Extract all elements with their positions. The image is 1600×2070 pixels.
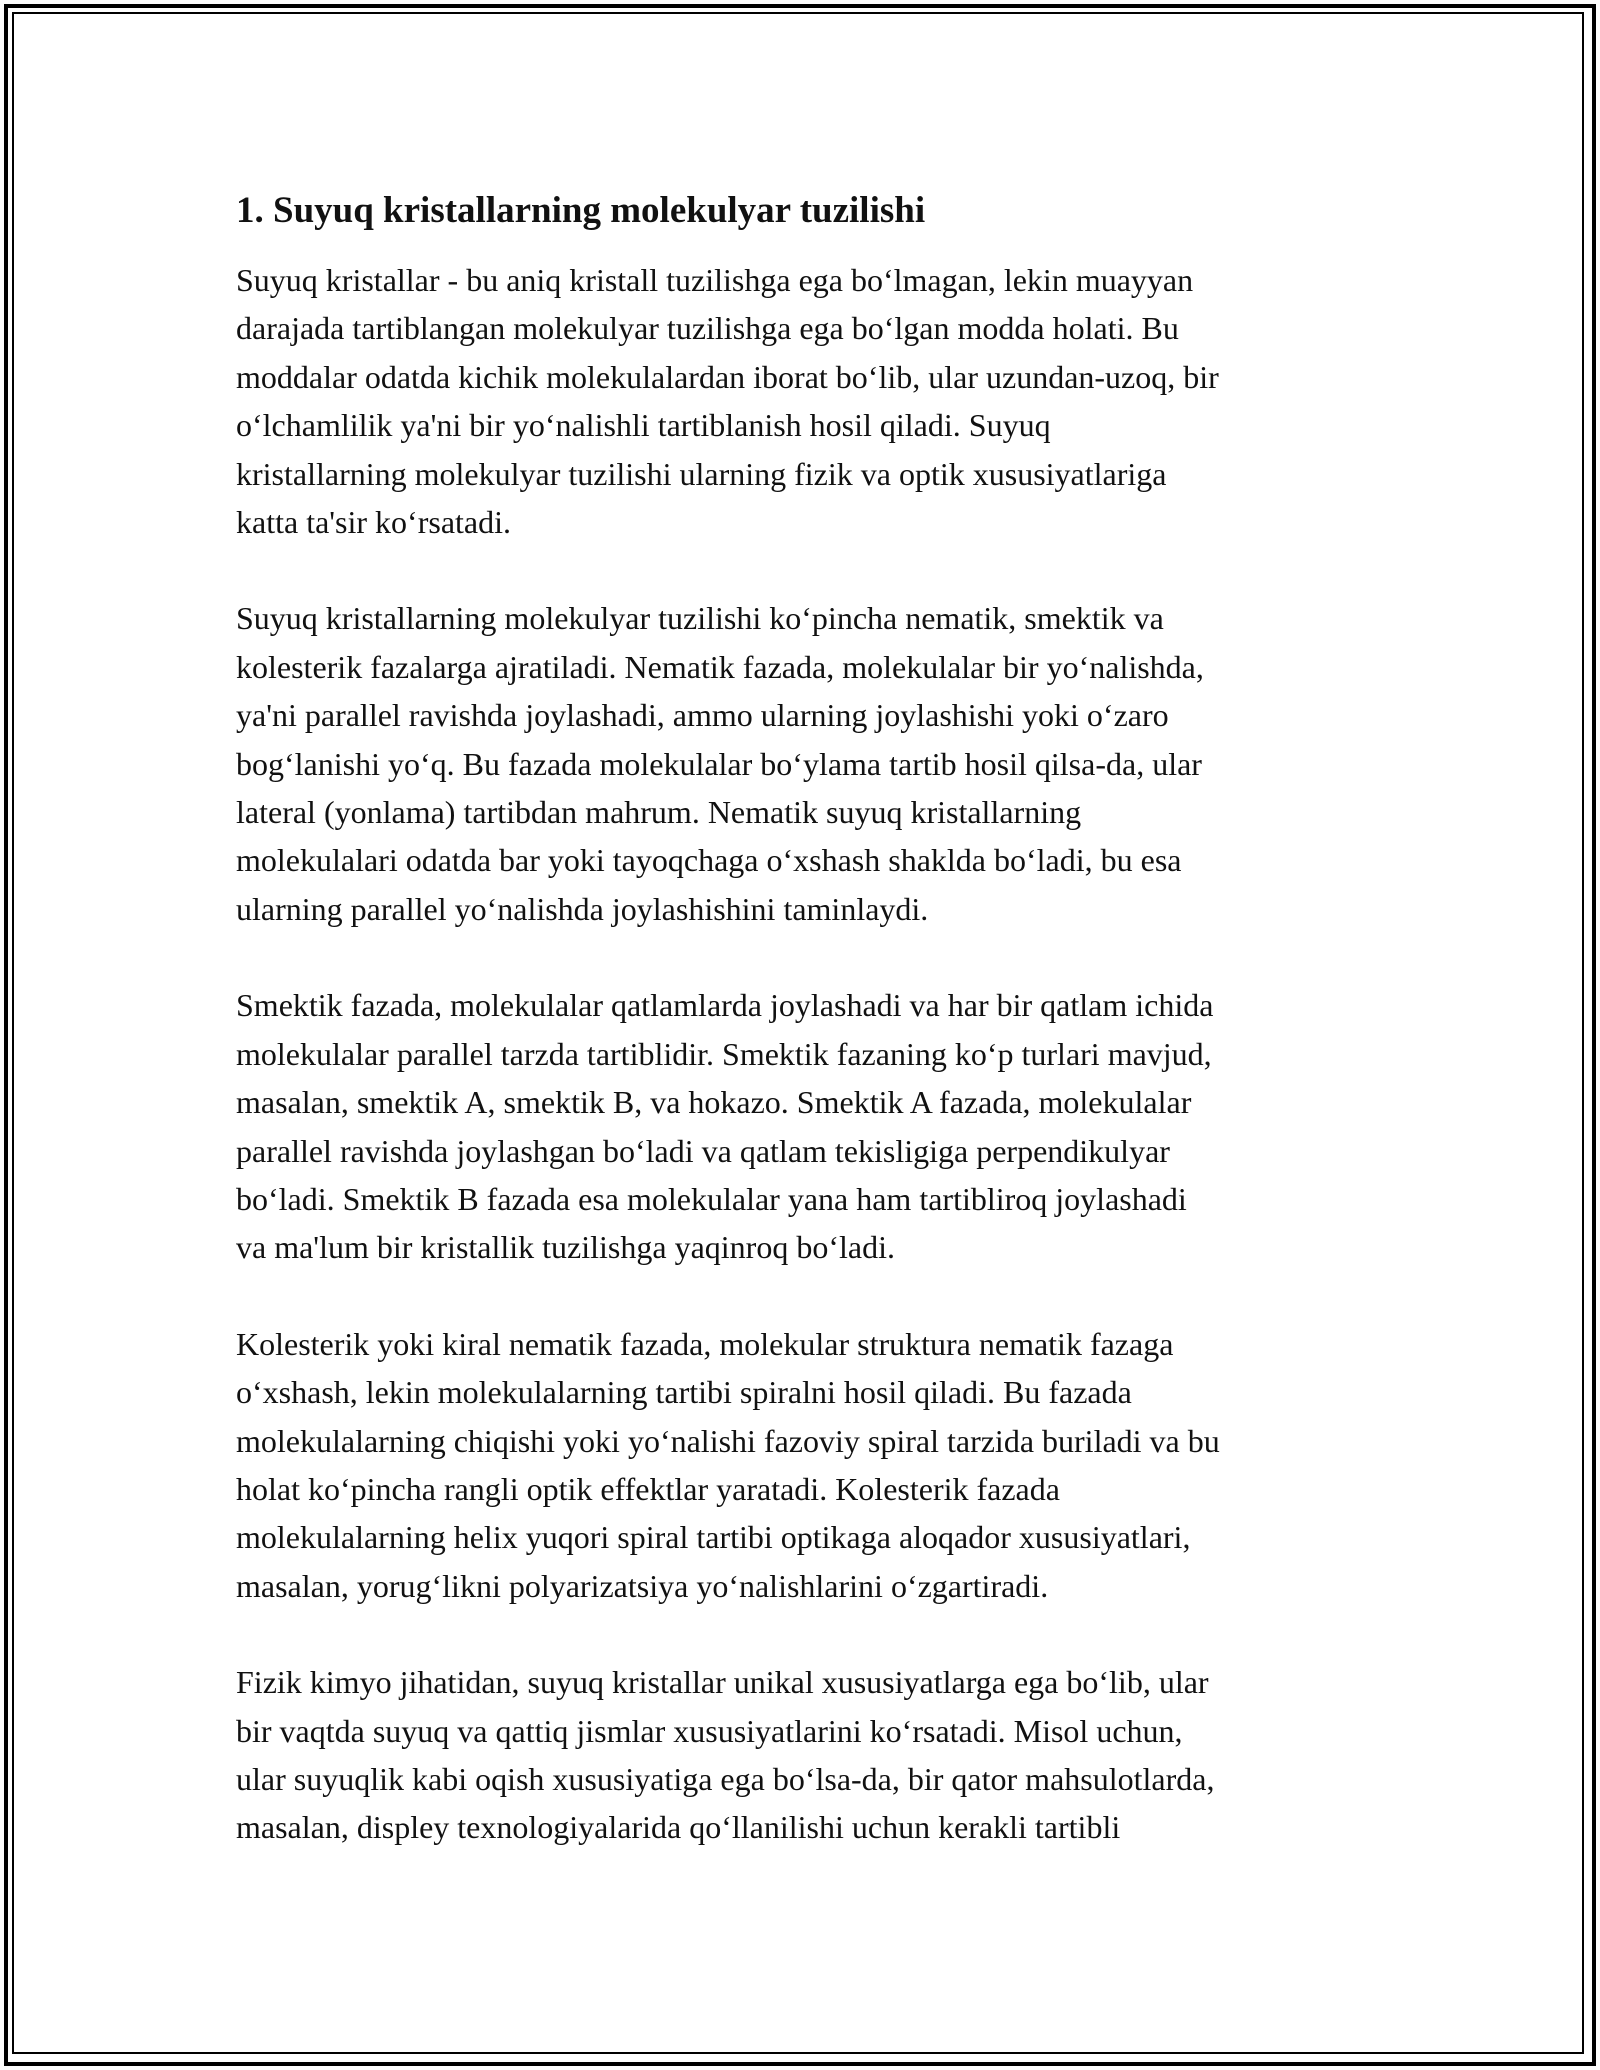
paragraph-physical-chemistry: Fizik kimyo jihatidan, suyuq kristallar unikal xususiyatlarga ega boʻlib, ular bir vaqtda suyuq va qattiq jismlar xususiyatlarini koʻrsatadi. Misol uchun, ular suyuqlik kabi oqish xususiyatiga ega boʻlsa-da, bir qator mahsulotlarda, masalan, displey texnologiyalarida qoʻllanilishi uchun kerakli tartibli [236, 1664, 1215, 1846]
section-heading: 1. Suyuq kristallarning molekulyar tuzilishi [236, 190, 926, 231]
document-content [236, 186, 1376, 1900]
paragraph-smectic: Smektik fazada, molekulalar qatlamlarda joylashadi va har bir qatlam ichida molekulalar parallel tarzda tartiblidir. Smektik fazaning koʻp turlari mavjud, masalan, smektik A, smektik B, va hokazo. Smektik A fazada, molekulalar parallel ravishda joylashgan boʻladi va qatlam tekisligiga perpendikulyar boʻladi. Smektik B fazada esa molekulalar yana ham tartibliroq joylashadi va ma'lum bir kristallik tuzilishga yaqinroq boʻladi. [236, 987, 1214, 1266]
paragraph-cholesteric: Kolesterik yoki kiral nematik fazada, molekular struktura nematik fazaga oʻxshash, lekin molekulalarning tartibi spiralni hosil qiladi. Bu fazada molekulalarning chiqishi yoki yoʻnalishi fazoviy spiral tarzida buriladi va bu holat koʻpincha rangli optik effektlar yaratadi. Kolesterik fazada molekulalarning helix yuqori spiral tartibi optikaga aloqador xususiyatlari, masalan, yorugʻlikni polyarizatsiya yoʻnalishlarini oʻzgartiradi. [236, 1325, 1220, 1604]
paragraph-intro: Suyuq kristallar - bu aniq kristall tuzilishga ega boʻlmagan, lekin muayyan darajada tartiblangan molekulyar tuzilishga ega boʻlgan modda holati. Bu moddalar odatda kichik molekulalardan iborat boʻlib, ular uzundan-uzoq, bir oʻlchamlilik ya'ni bir yoʻnalishli tartiblanish hosil qiladi. Suyuq kristallarning molekulyar tuzilishi ularning fizik va optik xususiyatlariga katta ta'sir koʻrsatadi. [236, 262, 1219, 541]
paragraph-phases: Suyuq kristallarning molekulyar tuzilishi koʻpincha nematik, smektik va kolesterik fazalarga ajratiladi. Nematik fazada, molekulalar bir yoʻnalishda, ya'ni parallel ravishda joylashadi, ammo ularning joylashishi yoki oʻzaro bogʻlanishi yoʻq. Bu fazada molekulalar boʻylama tartib hosil qilsa-da, ular lateral (yonlama) tartibdan mahrum. Nematik suyuq kristallarning molekulalari odatda bar yoki tayoqchaga oʻxshash shakldа boʻladi, bu esa ularning parallel yoʻnalishda joylashishini taminlaydi. [236, 600, 1204, 927]
